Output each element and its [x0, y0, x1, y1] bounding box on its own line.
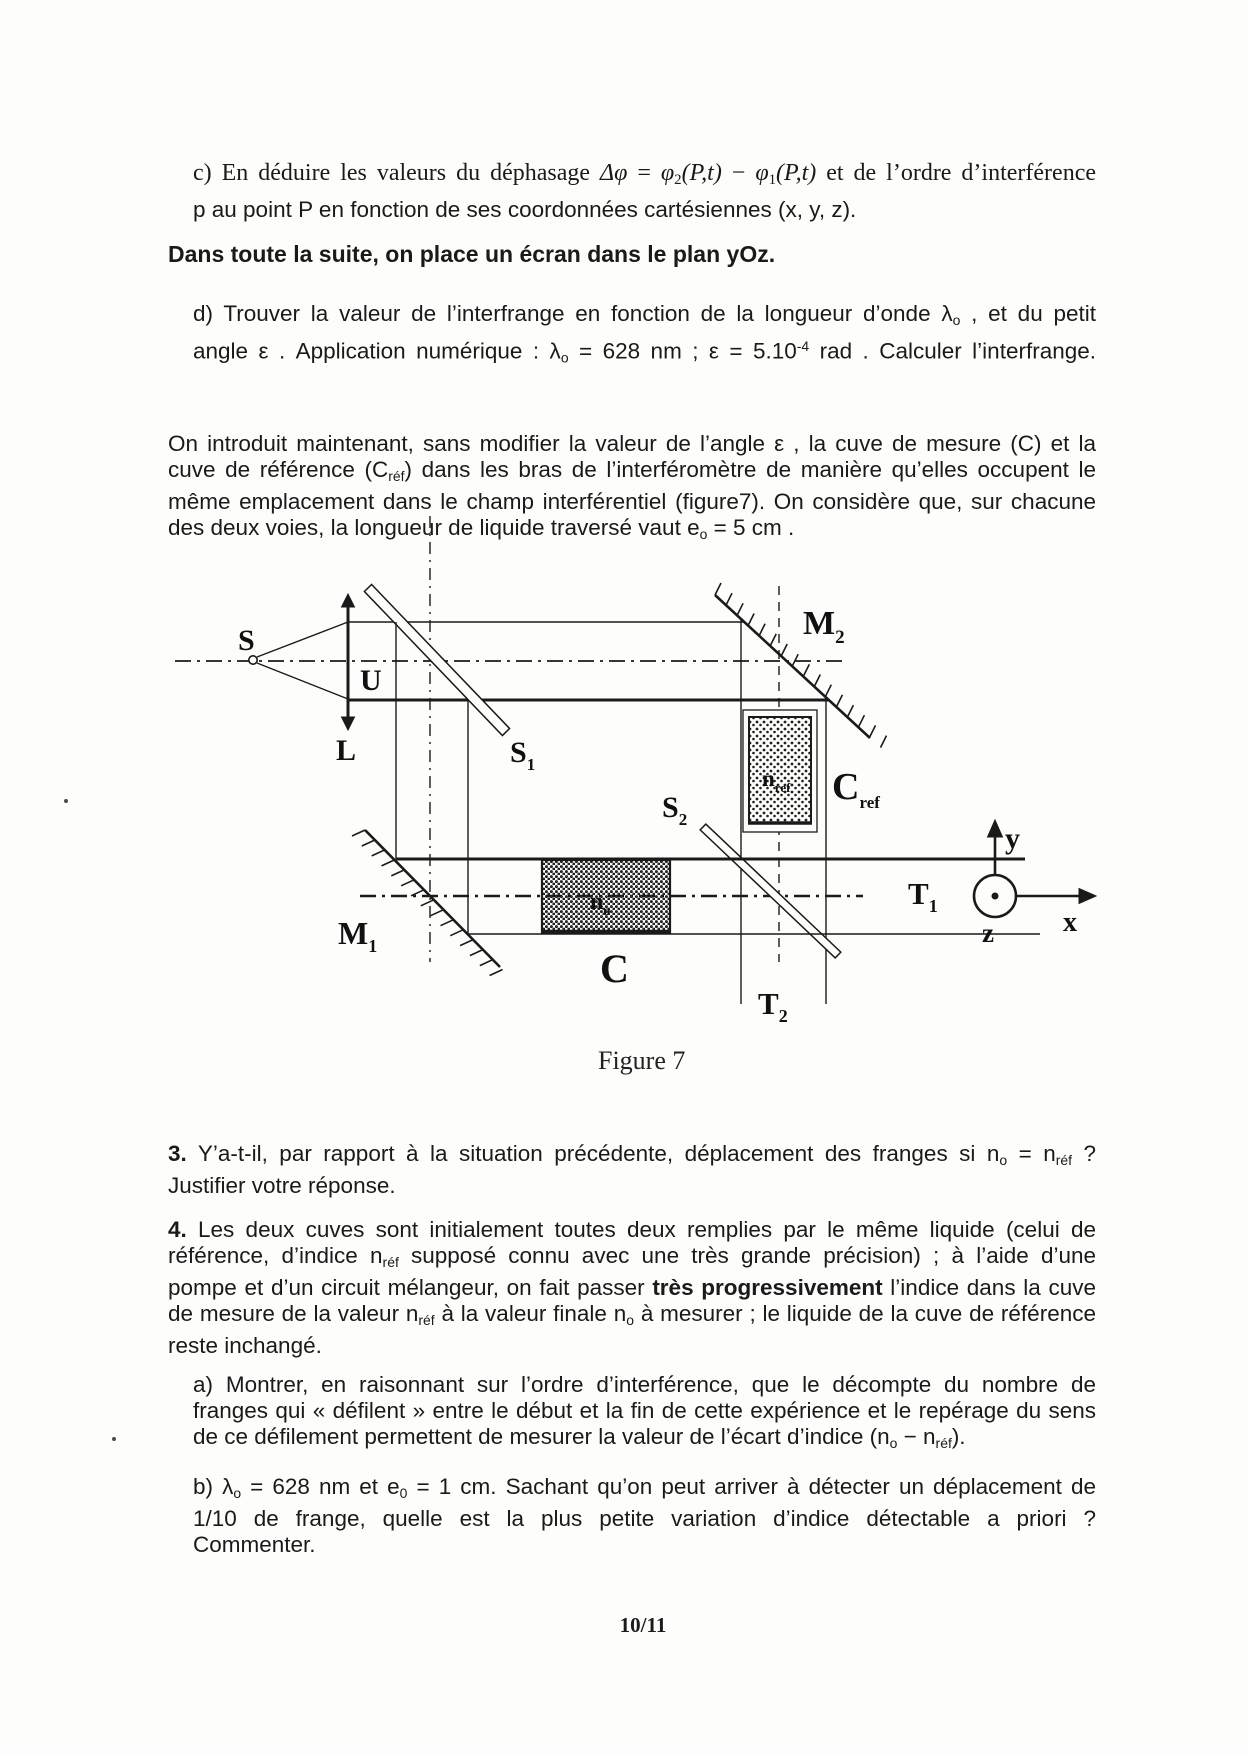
text-line: des deux voies, la longueur de liquide traversé vaut eo = 5 cm . [168, 514, 795, 542]
text-line: Commenter. [193, 1531, 316, 1557]
text-line: d) Trouver la valeur de l’interfrange en fonction de la longueur d’onde λo , et du petit [193, 301, 1097, 328]
heading-ecran-yoz [168, 241, 1096, 267]
figure-caption: Figure 7 [598, 1046, 686, 1075]
label-source-s: S [238, 624, 255, 657]
label-m1: $M_1$ [338, 915, 378, 956]
label-cref: $C_{ref}$ [832, 766, 880, 812]
text-line: référence, d’indice nréf supposé connu avec une très grande précision) ; à l’aide d’une [168, 1243, 1096, 1270]
label-t1: $T_1$ [908, 876, 938, 916]
text-line: cuve de référence (Créf) dans les bras de l’interféromètre de manière qu’elles occupent le [168, 457, 1096, 484]
scan-speck [64, 799, 68, 803]
text-line: Dans toute la suite, on place un écran dans le plan yOz. [168, 241, 776, 267]
scan-speck [112, 1437, 116, 1441]
label-lens-u: U [360, 664, 382, 697]
text-line: 4. Les deux cuves sont initialement toutes deux remplies par le même liquide (celui de [168, 1217, 1096, 1242]
label-cuve-c: C [600, 946, 629, 991]
source-point [249, 656, 257, 664]
label-n0: $n_o$ [590, 889, 611, 919]
text-line: même emplacement dans le champ interférentiel (figure7). On considère que, sur chacune [168, 488, 1096, 514]
figure-7-diagram [160, 510, 1120, 1025]
beam-splitter-s2 [700, 824, 841, 958]
text-line: pompe et d’un circuit mélangeur, on fait passer très progressivement l’indice dans la cuve [168, 1274, 1096, 1300]
paragraph-d [193, 301, 1096, 370]
label-s1: $S_1$ [510, 736, 536, 774]
text-line: c) En déduire les valeurs du déphasage Δφ = φ2(P,t) − φ1(P,t) et de l’ordre d’interférence [193, 160, 1097, 189]
text-line: de mesure de la valeur nréf à la valeur finale no à mesurer ; le liquide de la cuve de référence [168, 1300, 1096, 1328]
cuve-c [541, 860, 671, 932]
label-axis-z: z [982, 918, 994, 948]
text-line: a) Montrer, en raisonnant sur l’ordre d’interférence, que le décompte du nombre de [193, 1372, 1096, 1397]
axis-triad [974, 820, 1096, 917]
text-line: reste inchangé. [168, 1332, 322, 1358]
beam-splitter-s1 [364, 585, 509, 736]
label-s2: $S_2$ [662, 791, 688, 829]
paragraph-q4a [193, 1372, 1096, 1456]
text-line: b) λo = 628 nm et e0 = 1 cm. Sachant qu’on peut arriver à détecter un déplacement de [193, 1474, 1096, 1501]
text-line: angle ε . Application numérique : λo = 628 nm ; $\varepsilon = 5.10^{-4}$ rad . Calculer l’interfrange. [193, 337, 1096, 366]
paragraph-q3 [168, 1141, 1096, 1199]
paragraph-q4 [168, 1217, 1096, 1359]
text-line: p au point P en fonction de ses coordonnées cartésiennes (x, y, z). [193, 197, 857, 223]
text-line: 1/10 de frange, quelle est la plus petite variation d’indice détectable a priori ? [193, 1505, 1096, 1531]
label-nref: $n_{ref}$ [762, 766, 791, 795]
cuve-cref [743, 710, 817, 832]
lens [342, 594, 355, 730]
label-m2: $M_2$ [803, 605, 845, 648]
text-line: On introduit maintenant, sans modifier la valeur de l’angle ε , la cuve de mesure (C) et la [168, 431, 1096, 456]
paragraph-q4b [193, 1474, 1096, 1558]
text-line: de ce défilement permettent de mesurer la valeur de l’écart d’indice (no − nréf). [193, 1424, 966, 1451]
text-line: Justifier votre réponse. [168, 1172, 396, 1198]
label-axis-y: y [1005, 822, 1020, 855]
label-t2: $T_2$ [758, 986, 788, 1025]
label-lens-l: L [336, 734, 357, 767]
text-line: 3. Y’a-t-il, par rapport à la situation précédente, déplacement des franges si no = nréf ? [168, 1141, 1097, 1168]
page-number: 10/11 [619, 1613, 667, 1637]
label-axis-x: x [1063, 907, 1077, 938]
interferometer-schematic [160, 510, 1120, 1025]
paragraph-c [193, 158, 1096, 225]
text-line: franges qui « défilent » entre le début et la fin de cette expérience et le repérage du sens [193, 1398, 1096, 1423]
